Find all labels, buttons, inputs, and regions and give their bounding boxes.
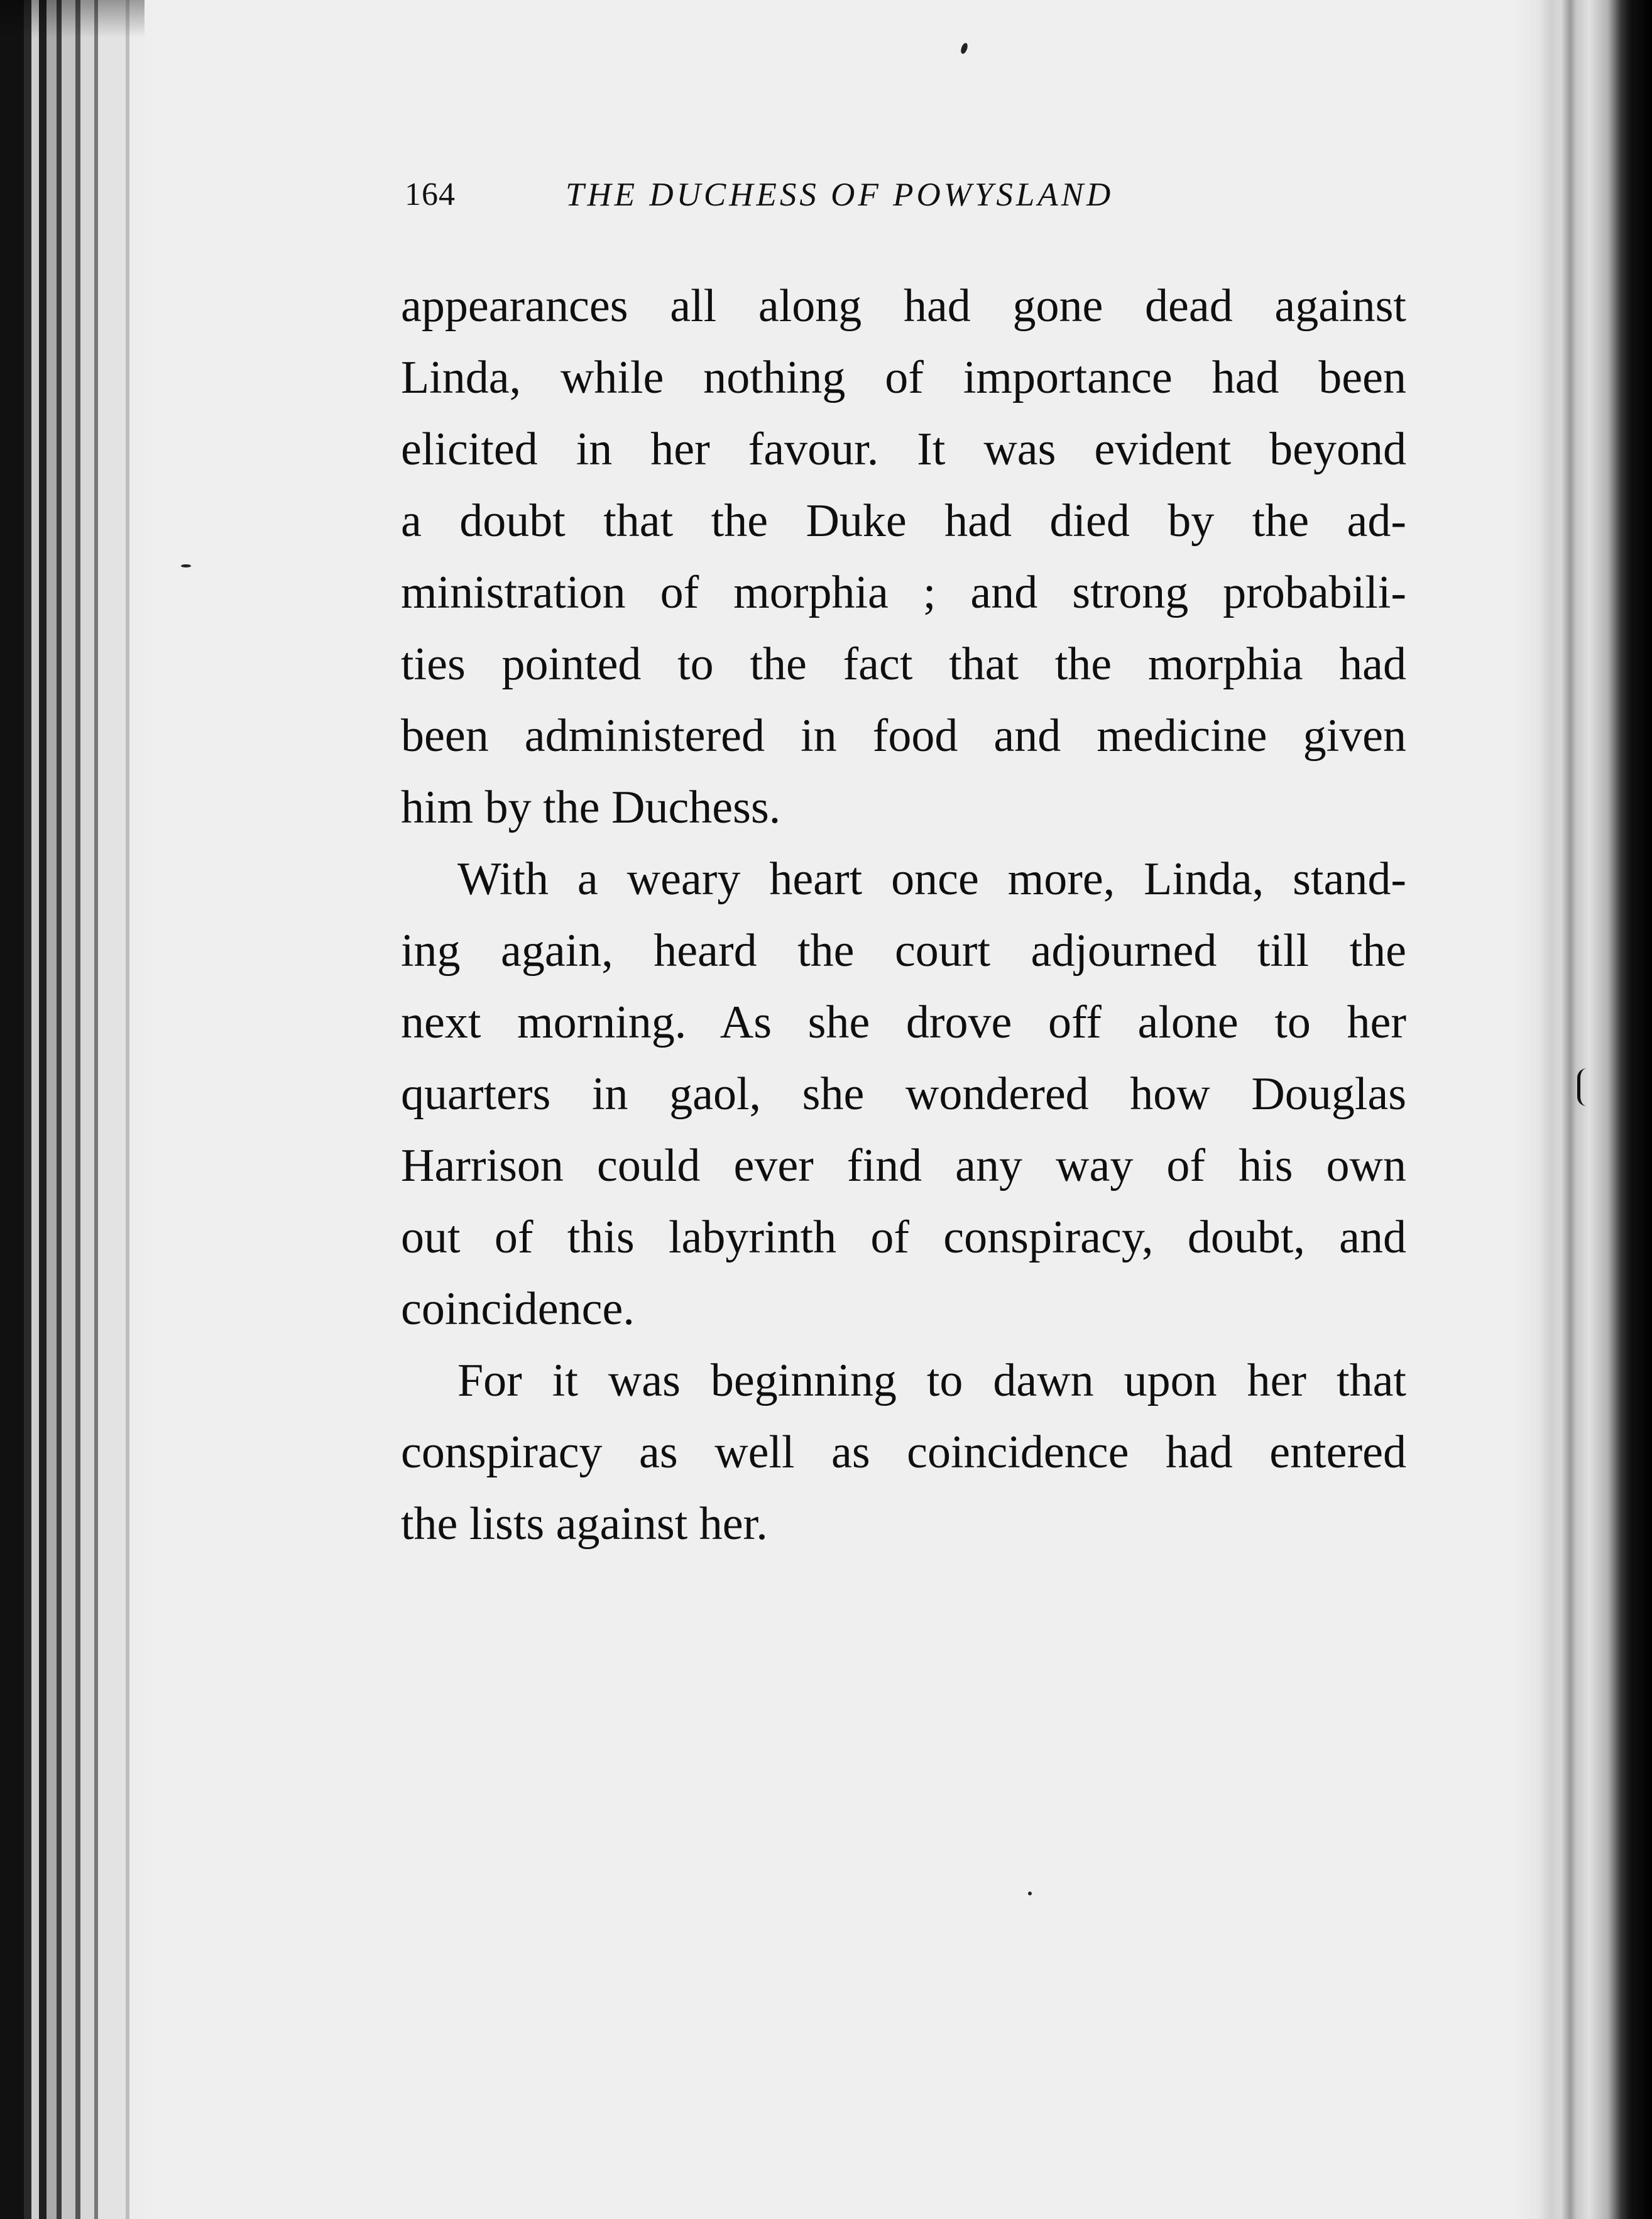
- text-line: coincidence.: [401, 1283, 635, 1335]
- text-line: ties pointed to the fact that the morphia had: [401, 638, 1406, 690]
- page-edge-mark: [1577, 1068, 1587, 1106]
- text-line: Linda, while nothing of importance had been: [401, 352, 1406, 403]
- page-number: 164: [405, 177, 456, 212]
- text-line: him by the Duchess.: [401, 782, 781, 833]
- book-binding-edge: [0, 0, 157, 2219]
- body-text: [401, 270, 1406, 1560]
- ink-speck: [1028, 1892, 1032, 1895]
- page-right-edge-shadow: [1514, 0, 1652, 2219]
- text-line: been administered in food and medicine given: [401, 710, 1406, 762]
- binding-shadow: [0, 0, 145, 38]
- text-line: the lists against her.: [401, 1498, 768, 1550]
- running-title: THE DUCHESS OF POWYSLAND: [566, 177, 1114, 213]
- text-line: next morning. As she drove off alone to her: [401, 997, 1406, 1048]
- text-line: ministration of morphia ; and strong probabili-: [401, 567, 1406, 618]
- text-line: quarters in gaol, she wondered how Douglas: [401, 1068, 1406, 1120]
- text-line: conspiracy as well as coincidence had entered: [401, 1427, 1406, 1478]
- text-line: For it was beginning to dawn upon her that: [457, 1355, 1406, 1406]
- text-line: With a weary heart once more, Linda, stand-: [457, 853, 1406, 905]
- text-line: Harrison could ever find any way of his own: [401, 1140, 1406, 1192]
- ink-speck: [181, 564, 191, 567]
- text-line: elicited in her favour. It was evident beyond: [401, 424, 1406, 475]
- text-line: a doubt that the Duke had died by the ad-: [401, 495, 1406, 547]
- text-line: ing again, heard the court adjourned till the: [401, 925, 1406, 977]
- text-line: out of this labyrinth of conspiracy, doubt, and: [401, 1212, 1406, 1263]
- ink-speck: [960, 42, 969, 55]
- text-line: appearances all along had gone dead against: [401, 280, 1406, 332]
- running-head: [405, 176, 1240, 226]
